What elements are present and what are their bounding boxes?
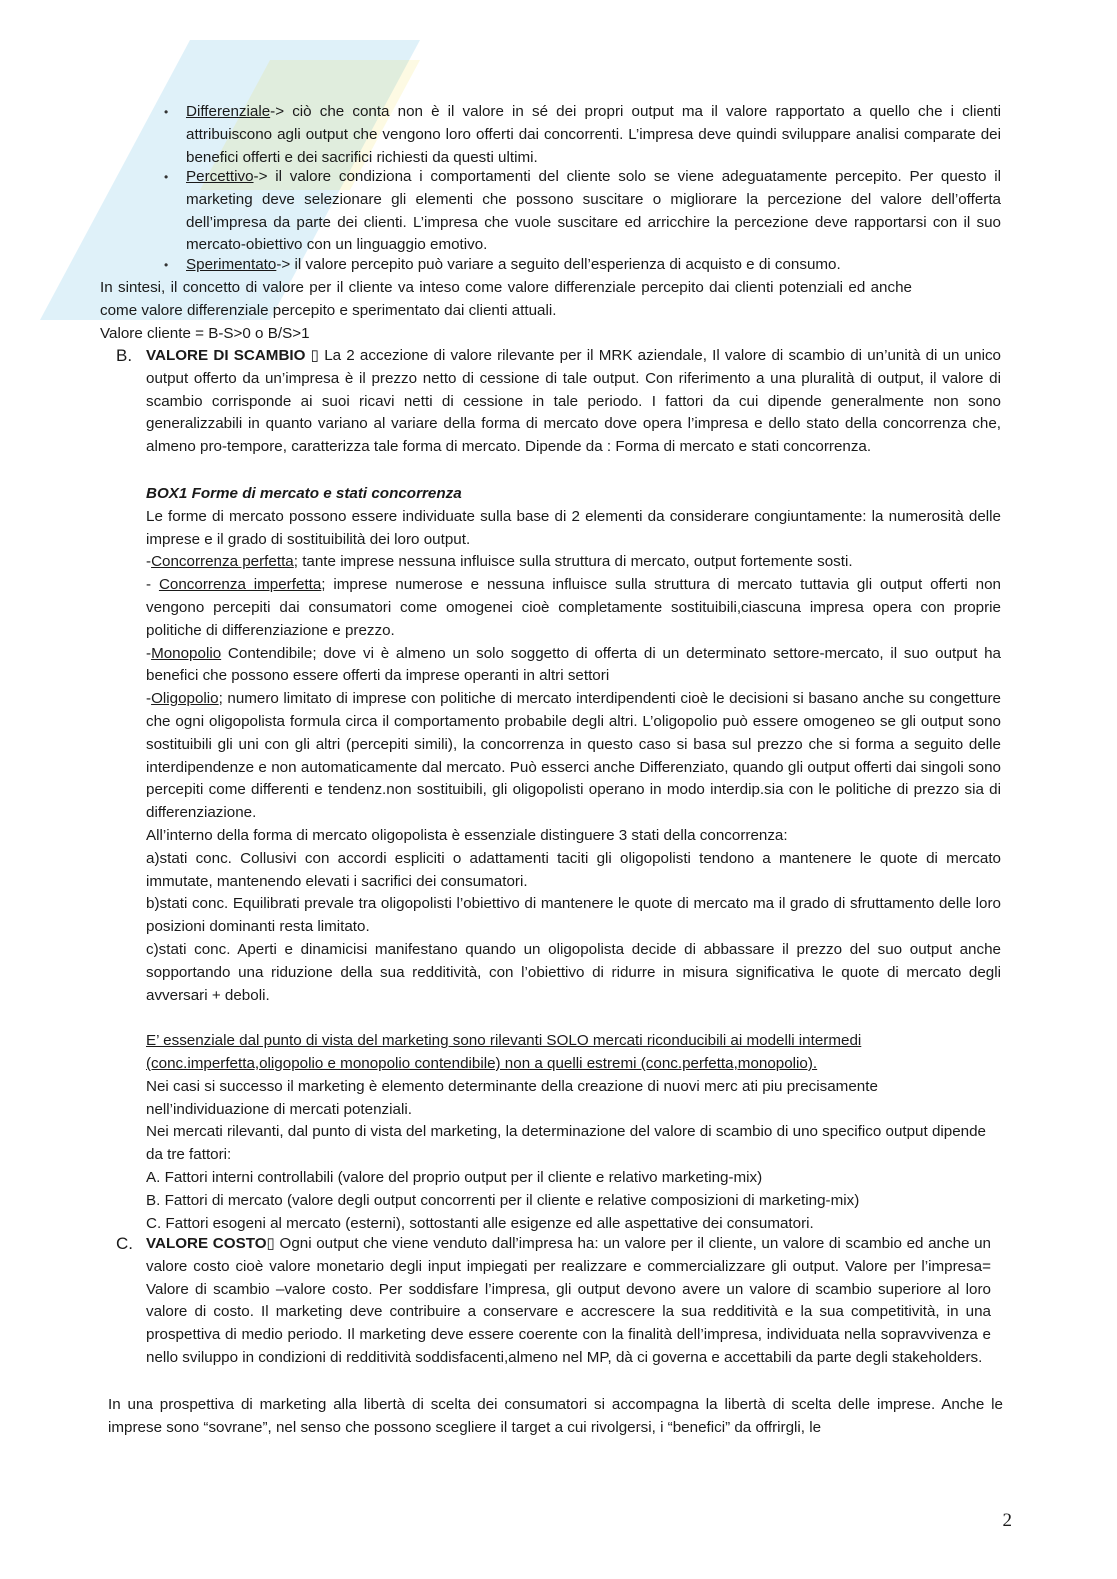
page-number: 2: [1002, 1510, 1012, 1531]
section-b: [116, 345, 1001, 459]
bullet-percettivo: [164, 166, 1001, 257]
arrow-glyph: ▯: [310, 347, 320, 364]
bullet-text: -> il valore percepito può variare a seguito dell’esperienza di acquisto e di consumo.: [276, 256, 841, 273]
box1: [146, 483, 1001, 1235]
box1-item-monopolio: [146, 643, 1001, 689]
item-text: ; imprese numerose e nessuna influisce sulla struttura di mercato tuttavia gli output offerti non vengono percepiti dai consumatori come omogenei cioè completamente sostituibili,ciascuna impresa opera con proprie politiche di differenziazione e prezzo.: [146, 576, 1002, 639]
term: Monopolio: [151, 644, 222, 662]
dash: -: [146, 644, 152, 662]
stato-aperti: c)stati conc. Aperti e dinamicisi manifestano quando un oligopolista decide di abbassare il prezzo del suo output anche sopportando una riduzione della sua redditività, con l’obiettivo di ridurre in misura significativa le quote di mercato degli avversari + deboli.: [146, 940, 1001, 1004]
dash: -: [146, 553, 152, 571]
item-text: Contendibile; dove vi è almeno un solo soggetto di offerta di un determinato settore-mercato, il suo output ha benefici che possono essere offerti da imprese operanti in altri settori: [146, 644, 1001, 685]
bullet-text: -> ciò che conta non è il valore in sé dei propri output ma il valore rapportato a quello che i clienti attribuiscono agli output che vengono loro offerti dai concorrenti. L’impresa deve quindi sviluppare analisi comparate dei benefici offerti e dei sacrifici richiesti da questi ultimi.: [186, 103, 1001, 166]
bullet-marker: •: [164, 258, 169, 272]
box1-item-concorrenza-perfetta: [146, 551, 1001, 574]
bullet-differenziale: [164, 101, 1001, 169]
section-b-marker: B.: [116, 346, 133, 365]
term: Oligopolio: [151, 690, 219, 708]
stato-equilibrati: b)stati conc. Equilibrati prevale tra oligopolisti l’obiettivo di mantenere le quote di mercato ma il grado di sfruttamento delle loro posizioni dominanti resta limitato.: [146, 895, 1001, 936]
section-c-title: VALORE COSTO: [146, 1235, 267, 1252]
successo-paragraph: Nei casi si successo il marketing è elemento determinante della creazione di nuovi merc ati piu precisamente nell’individuazione di mercati potenziali.: [146, 1077, 878, 1118]
bullet-marker: •: [164, 170, 169, 184]
section-b-title: VALORE DI SCAMBIO: [146, 347, 306, 364]
bullet-sperimentato: [164, 254, 1001, 277]
bullet-marker: •: [164, 105, 169, 119]
formula-text: Valore cliente = B-S>0 o B/S>1: [100, 325, 310, 342]
fattore-a: A. Fattori interni controllabili (valore del proprio output per il cliente e relativo marketing-mix): [146, 1168, 763, 1186]
item-text: ; numero limitato di imprese con politiche di mercato interdipendenti cioè le decisioni si basano anche su congetture che ogni oligopolista formula circa il comportamento probabile degli altri. L’oligopolio può essere omogeneo se gli output sono sostituibili gli uni con gli altri (percepiti simili), la concorrenza in questo caso si basa sul prezzo che si forma a seguito delle interdipendenze e non automaticamente dal mercato. Può esserci anche Differenziato, quando gli output offerti dai singoli sono percepiti come differenti e tendenz.non sostituibili, gli oligopolisti operano in modo interdip.sia con le politiche di prezzo sia di differenziazione.: [146, 690, 1001, 822]
formula-line: [100, 323, 900, 346]
stati-intro: All’interno della forma di mercato oligopolista è essenziale distinguere 3 stati della concorrenza:: [146, 826, 788, 844]
bullet-text: -> il valore condiziona i comportamenti del cliente solo se viene adeguatamente percepito. Per questo il marketing deve selezionare gli elementi che possono suscitare o migliorare la percezione del valore dell’offerta dell’impresa da parte dei clienti. L’impresa che vuole suscitare ed arricchire la percezione deve rapportarsi con il suo mercato-obiettivo con un linguaggio emotivo.: [186, 168, 1001, 254]
term: Concorrenza imperfetta: [158, 576, 322, 594]
section-b-text: La 2 accezione di valore rilevante per il MRK aziendale, Il valore di scambio di un’unità di un unico output offerto da un’impresa è il prezzo netto di cessione di tale output. Con riferimento a una pluralità di output, il valore di scambio corrisponde ai suoi ricavi netti di cessione in tale periodo. I fattori da cui dipende generalmente non sono generalizzabili in quanto variano al variare della forma di mercato dove opera l’impresa e dello stato della concorrenza che, almeno pro-tempore, caratterizza tale forma di mercato. Dipende da : Forma di mercato e stati concorrenza.: [146, 347, 1001, 456]
box1-item-oligopolio: [146, 688, 1001, 825]
box1-item-concorrenza-imperfetta: [146, 574, 1001, 642]
section-c-text: Ogni output che viene venduto dall’impresa ha: un valore per il cliente, un valore di scambio ed anche un valore costo cioè valore monetario degli input impiegati per realizzare e commercializzare gli output. Valore per l’impresa= Valore di scambio –valore costo. Per soddisfare l’impresa, gli output devono avere un valore di scambio superiore al loro valore di costo. Il marketing deve contribuire a conservare e accrescere la sua redditività e la sua competitività, in una prospettiva di medio periodo. Il marketing deve essere coerente con la finalità dell’impresa, individuata nella sopravvivenza e nello sviluppo in condizioni di redditività soddisfacenti,almeno nel MP, dà ci governa e accettabili da parte degli stakeholders.: [146, 1235, 991, 1366]
fattore-c: C. Fattori esogeni al mercato (esterni), sottostanti alle esigenze ed alle aspettative dei consumatori.: [146, 1214, 814, 1232]
section-c: [116, 1233, 991, 1370]
item-text: ; tante imprese nessuna influisce sulla struttura di mercato, output fortemente sosti.: [293, 553, 853, 571]
box1-intro: Le forme di mercato possono essere individuate sulla base di 2 elementi da considerare congiuntamente: la numerosità delle imprese e il grado di sostituibilità dei loro output.: [146, 507, 1001, 548]
term-sperimentato: Sperimentato: [186, 256, 277, 273]
spacer: [146, 1007, 1001, 1030]
term: Concorrenza perfetta: [151, 553, 294, 571]
closing-text: In una prospettiva di marketing alla libertà di scelta dei consumatori si accompagna la libertà di scelta delle imprese. Anche le imprese sono “sovrane”, nel senso che possono scegliere il target a cui rivolgersi, i “benefici” da offrirgli, le: [108, 1396, 1003, 1436]
section-c-marker: C.: [116, 1234, 133, 1253]
arrow-glyph: ▯: [266, 1235, 275, 1252]
term-differenziale: Differenziale: [186, 103, 271, 120]
dash: -: [146, 576, 159, 594]
sintesi-text: In sintesi, il concetto di valore per il cliente va inteso come valore differenziale percepito dai clienti potenziali ed anche come valore differenziale percepito e sperimentato dai clienti attuali.: [100, 279, 912, 319]
essenziale-paragraph: E’ essenziale dal punto di vista del marketing sono rilevanti SOLO mercati riconducibili ai modelli intermedi (conc.imperfetta,oligopolio e monopolio contendibile) non a quelli estremi (conc.perfetta,monopolio).: [146, 1032, 862, 1072]
rilevanti-paragraph: Nei mercati rilevanti, dal punto di vista del marketing, la determinazione del valore di scambio di uno specifico output dipende da tre fattori:: [146, 1123, 986, 1164]
term-percettivo: Percettivo: [186, 168, 254, 185]
box1-title: BOX1 Forme di mercato e stati concorrenza: [146, 485, 462, 502]
closing-paragraph: [108, 1394, 1003, 1440]
dash: -: [146, 690, 152, 708]
stato-collusivi: a)stati conc. Collusivi con accordi espliciti o adattamenti taciti gli oligopolisti tendono a mantenere le quote di mercato immutate, mantenendo elevati i sacrifici dei consumatori.: [146, 849, 1001, 890]
fattore-b: B. Fattori di mercato (valore degli output concorrenti per il cliente e relative composizioni di marketing-mix): [146, 1191, 860, 1209]
sintesi-paragraph: [100, 277, 912, 323]
